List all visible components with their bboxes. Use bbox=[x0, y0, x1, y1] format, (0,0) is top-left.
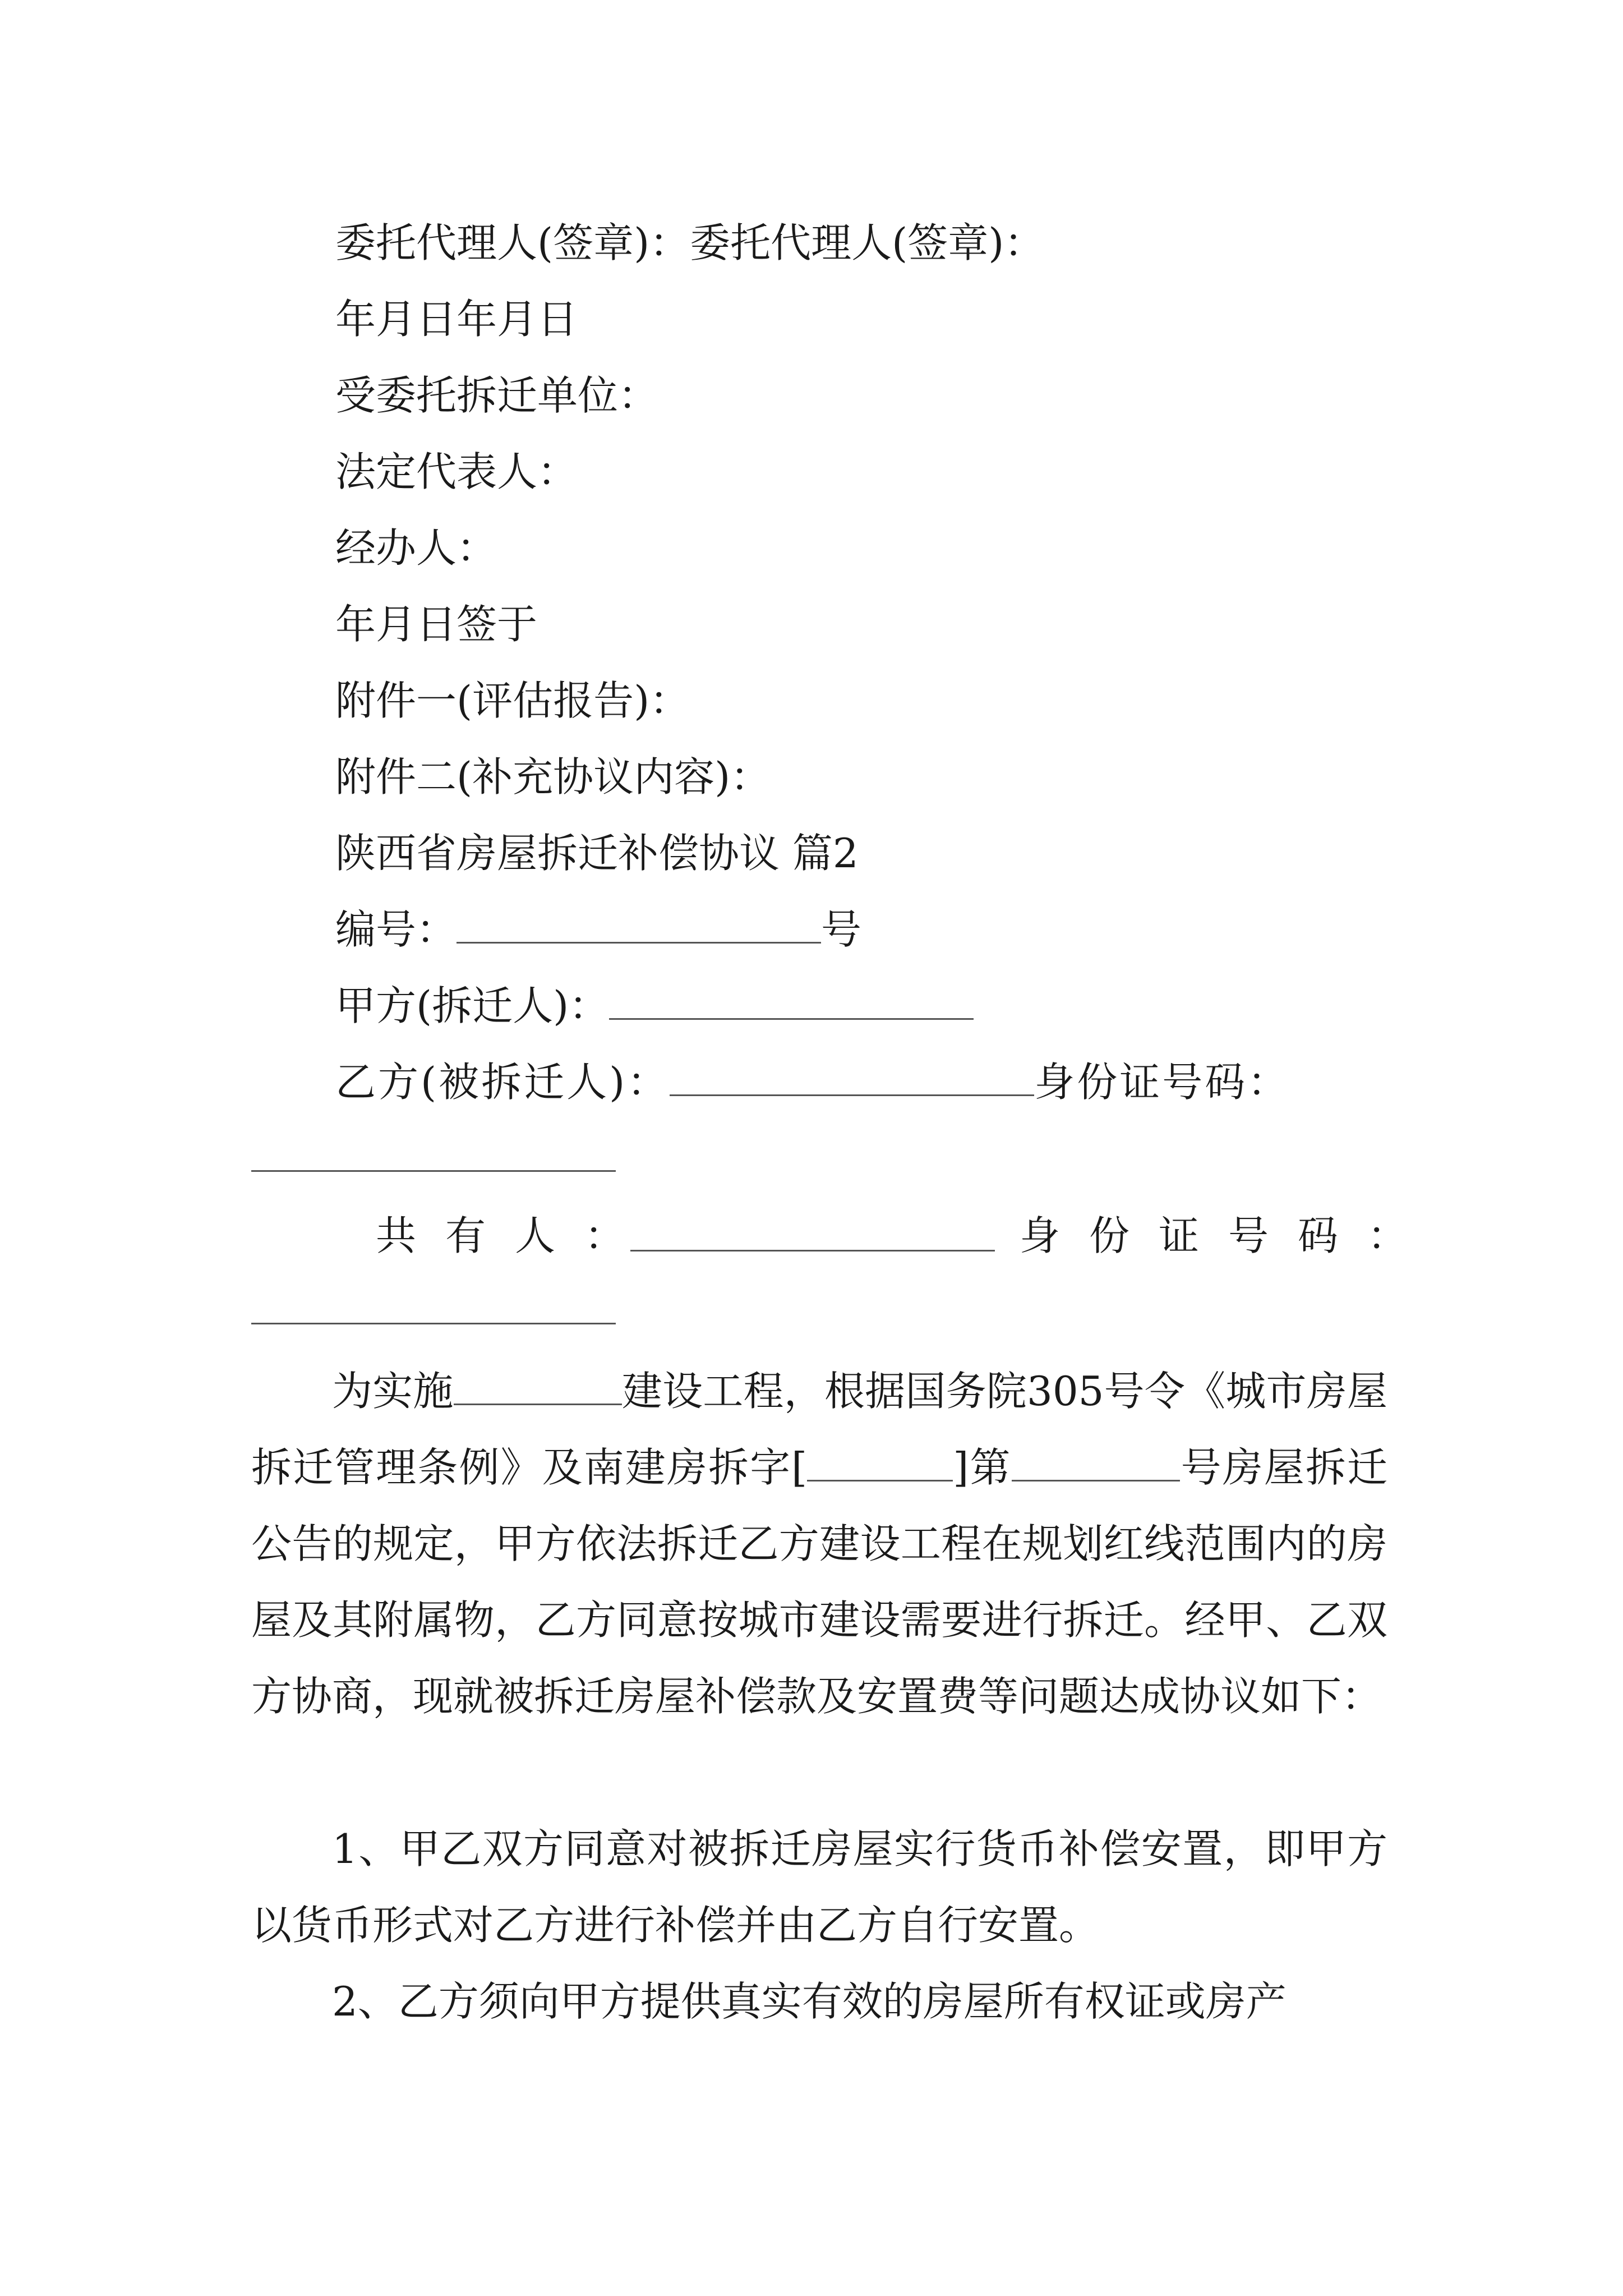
intro-text-1: 为实施 bbox=[332, 1368, 454, 1415]
number-label: 编号： bbox=[335, 906, 457, 953]
party-b-id-label: 身份证号码： bbox=[1034, 1059, 1290, 1106]
party-a-line bbox=[335, 978, 974, 1034]
clause-1-paragraph: 1、甲乙双方同意对被拆迁房屋实行货币补偿安置，即甲方以货币形式对乙方进行补偿并由乙方自行安置。 bbox=[251, 1825, 1387, 1949]
co-owner-blank bbox=[630, 1250, 995, 1251]
number-line bbox=[335, 901, 861, 958]
entrusted-unit-line: 受委托拆迁单位： bbox=[335, 372, 659, 419]
intro-text-4: 号房屋拆迁公告的规定，甲方依法拆迁乙方建设工程在规划红线范围内的房屋及其附属物，乙方同意按城市建设需要进行拆迁。经甲、乙双方协商，现就被拆迁房屋补偿款及安置费等问题达成协议如下： bbox=[251, 1444, 1387, 1720]
year-blank bbox=[807, 1445, 953, 1481]
co-owner-label: 共有人： bbox=[376, 1212, 654, 1259]
party-b-blank bbox=[670, 1055, 1034, 1096]
party-b-label: 乙方(被拆迁人)： bbox=[335, 1059, 670, 1106]
intro-paragraph bbox=[251, 1353, 1387, 1734]
date-line: 年月日年月日 bbox=[335, 296, 578, 343]
handler-line: 经办人： bbox=[335, 524, 497, 572]
signed-date-line: 年月日签于 bbox=[335, 601, 538, 648]
co-owner-line bbox=[376, 1208, 654, 1264]
agent-signature-line: 委托代理人(签章)：委托代理人(签章)： bbox=[335, 219, 1045, 266]
intro-text-2: 建设工程，根据国务院305号令《城市房屋拆迁管理条例》及南建房拆字[ bbox=[251, 1368, 1387, 1491]
clause-2-paragraph: 2、乙方须向甲方提供真实有效的房屋所有权证或房产 bbox=[332, 1978, 1287, 2025]
attachment-2-line: 附件二(补充协议内容)： bbox=[335, 753, 771, 800]
intro-text-3: ]第 bbox=[953, 1444, 1012, 1491]
party-a-blank bbox=[609, 979, 974, 1020]
number-blank bbox=[457, 903, 821, 944]
notice-number-blank bbox=[1012, 1445, 1180, 1481]
project-blank bbox=[454, 1369, 622, 1405]
party-b-id-blank bbox=[251, 1170, 616, 1172]
number-suffix: 号 bbox=[821, 906, 862, 953]
legal-rep-line: 法定代表人： bbox=[335, 448, 578, 495]
party-b-line bbox=[335, 1054, 1387, 1110]
section-title: 陕西省房屋拆迁补偿协议 篇2 bbox=[335, 830, 859, 877]
co-owner-id-blank bbox=[251, 1323, 616, 1324]
party-a-label: 甲方(拆迁人)： bbox=[335, 982, 610, 1029]
co-owner-id-label: 身份证号码： bbox=[1020, 1212, 1437, 1259]
attachment-1-line: 附件一(评估报告)： bbox=[335, 677, 690, 724]
